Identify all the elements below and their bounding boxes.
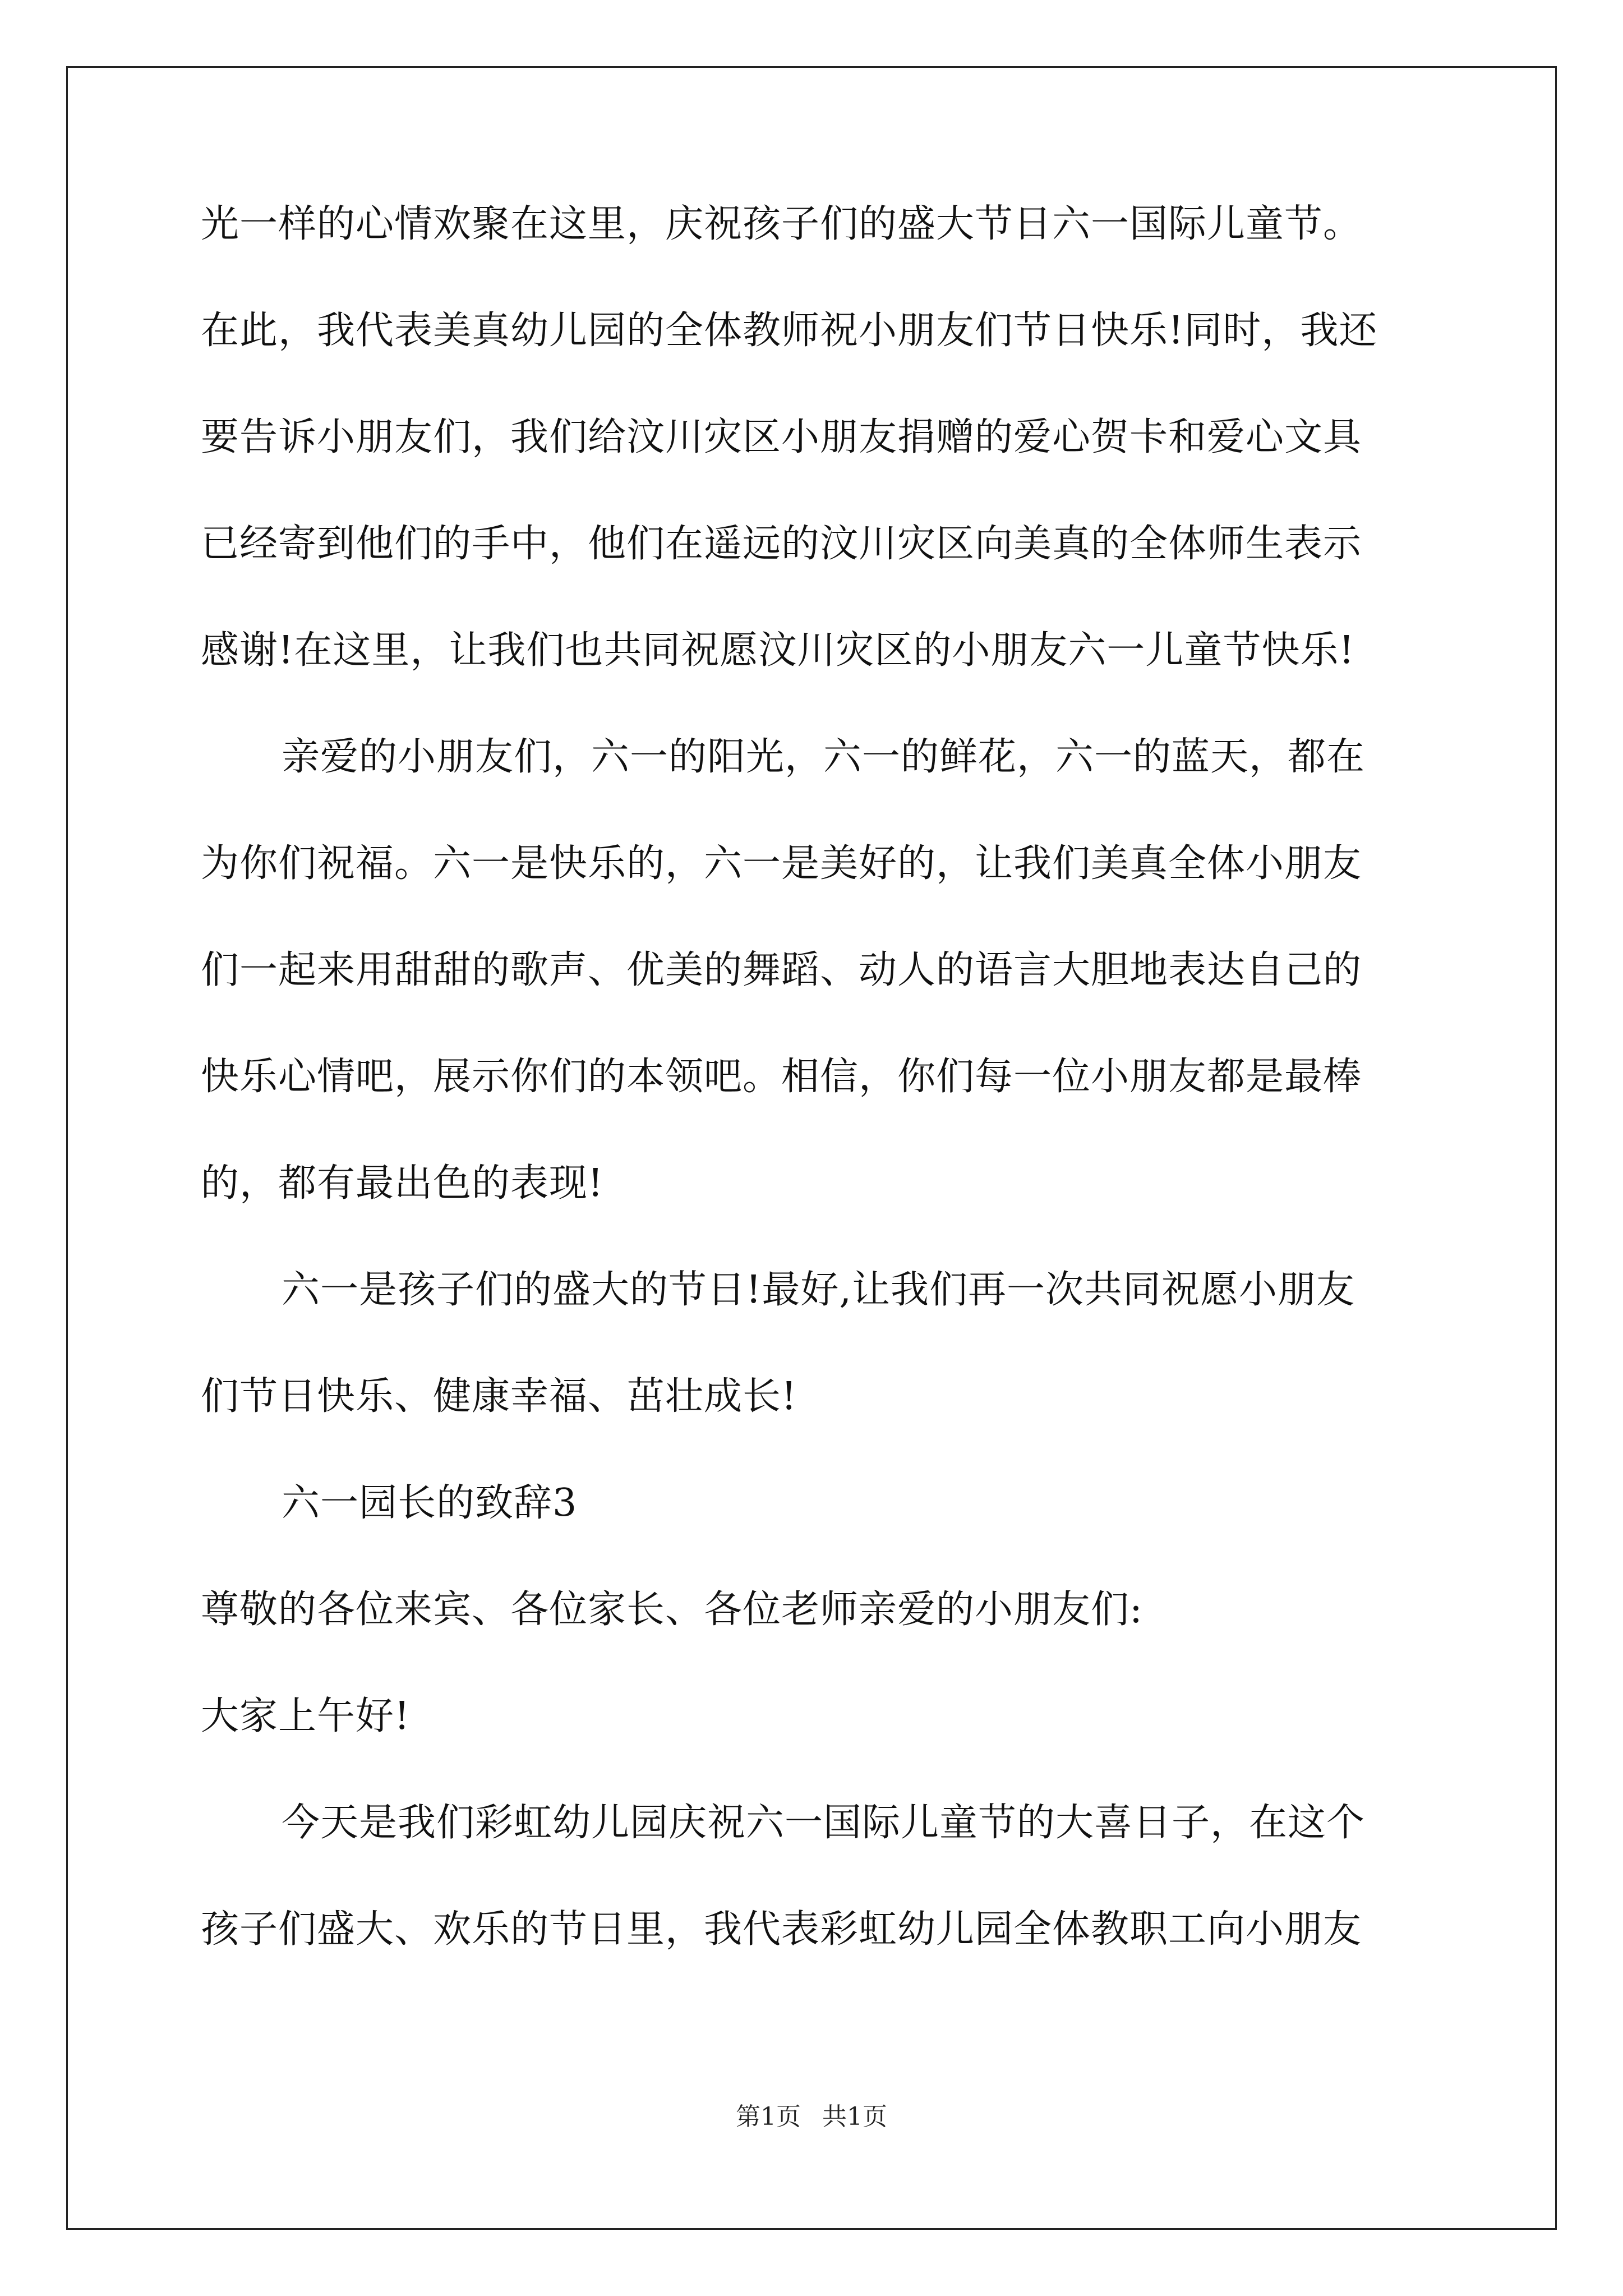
paragraph-start: 今天是我们彩虹幼儿园庆祝六一国际儿童节的大喜日子，在这个	[282, 1801, 1366, 1845]
page-number: 第1页	[736, 2102, 801, 2131]
text-line: 感谢!在这里，让我们也共同祝愿汶川灾区的小朋友六一儿童节快乐!	[201, 628, 1355, 673]
page-footer	[0, 2102, 1623, 2132]
text-line: 的，都有最出色的表现!	[201, 1161, 604, 1205]
text-line: 已经寄到他们的手中，他们在遥远的汶川灾区向美真的全体师生表示	[201, 522, 1362, 566]
text-line: 要告诉小朋友们，我们给汶川灾区小朋友捐赠的爱心贺卡和爱心文具	[201, 415, 1362, 459]
page-border	[66, 66, 1557, 2230]
text-line: 孩子们盛大、欢乐的节日里，我代表彩虹幼儿园全体教职工向小朋友	[201, 1907, 1362, 1952]
paragraph-start: 亲爱的小朋友们，六一的阳光，六一的鲜花，六一的蓝天，都在	[282, 735, 1366, 779]
text-line: 快乐心情吧，展示你们的本领吧。相信，你们每一位小朋友都是最棒	[201, 1055, 1362, 1099]
salutation: 尊敬的各位来宾、各位家长、各位老师亲爱的小朋友们:	[201, 1588, 1143, 1632]
text-line: 们一起来用甜甜的歌声、优美的舞蹈、动人的语言大胆地表达自己的	[201, 948, 1362, 992]
text-line: 光一样的心情欢聚在这里，庆祝孩子们的盛大节日六一国际儿童节。	[201, 202, 1362, 246]
section-title: 六一园长的致辞3	[282, 1481, 578, 1525]
text-line: 在此，我代表美真幼儿园的全体教师祝小朋友们节日快乐!同时，我还	[201, 309, 1378, 353]
greeting: 大家上午好!	[201, 1694, 411, 1738]
page-total: 共1页	[822, 2102, 887, 2131]
paragraph-start: 六一是孩子们的盛大的节日!最好,让我们再一次共同祝愿小朋友	[282, 1268, 1355, 1312]
text-line: 为你们祝福。六一是快乐的，六一是美好的，让我们美真全体小朋友	[201, 841, 1362, 886]
text-line: 们节日快乐、健康幸福、茁壮成长!	[201, 1374, 797, 1419]
